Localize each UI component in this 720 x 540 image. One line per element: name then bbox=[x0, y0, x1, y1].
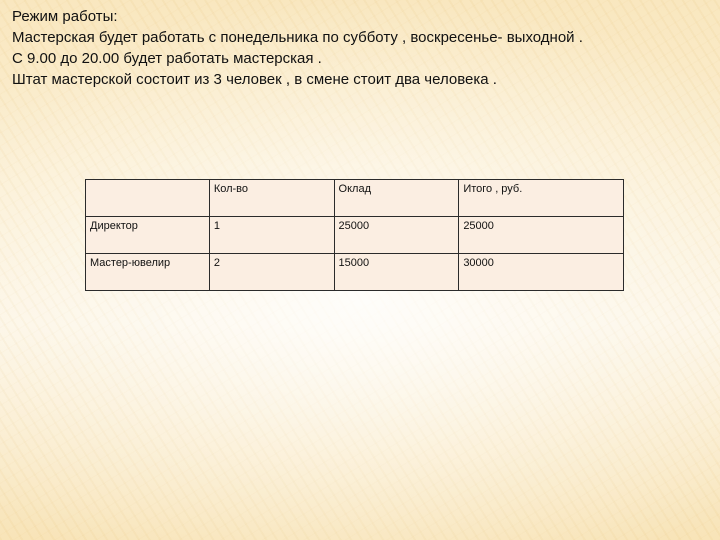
header-cell-quantity: Кол-во bbox=[209, 180, 334, 217]
cell-quantity: 1 bbox=[209, 217, 334, 254]
cell-salary: 15000 bbox=[334, 254, 459, 291]
work-days-text: Мастерская будет работать с понедельника по субботу , воскресенье- выходной . bbox=[12, 29, 583, 46]
schedule-text bbox=[12, 6, 712, 90]
staff-text: Штат мастерской состоит из 3 человек , в смене стоит два человека . bbox=[12, 71, 497, 88]
cell-salary: 25000 bbox=[334, 217, 459, 254]
staff-table bbox=[85, 179, 624, 291]
cell-position: Директор bbox=[86, 217, 210, 254]
header-cell-total: Итого , руб. bbox=[459, 180, 624, 217]
cell-total: 30000 bbox=[459, 254, 624, 291]
cell-quantity: 2 bbox=[209, 254, 334, 291]
work-hours-text: С 9.00 до 20.00 будет работать мастерская . bbox=[12, 50, 322, 67]
table-row bbox=[86, 217, 624, 254]
header-cell-position bbox=[86, 180, 210, 217]
table-row bbox=[86, 254, 624, 291]
table-header-row bbox=[86, 180, 624, 217]
header-cell-salary: Оклад bbox=[334, 180, 459, 217]
heading-work-mode: Режим работы: bbox=[12, 8, 118, 25]
cell-position: Мастер-ювелир bbox=[86, 254, 210, 291]
cell-total: 25000 bbox=[459, 217, 624, 254]
